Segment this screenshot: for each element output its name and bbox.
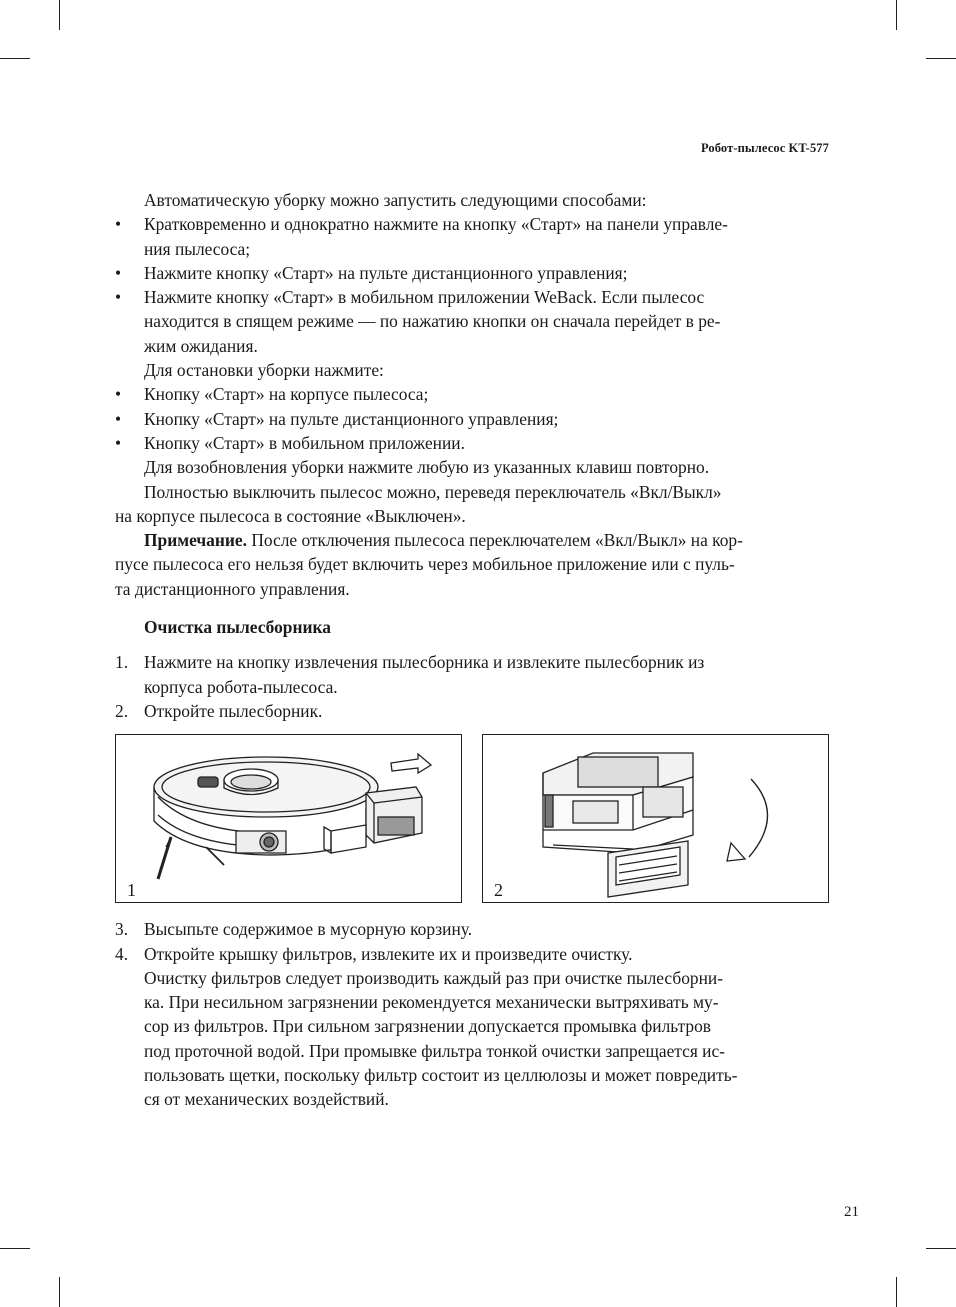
list-item-text: находится в спящем режиме — по нажатию кнопки он сначала перейдет в ре-	[144, 311, 721, 332]
crop-mark	[896, 1277, 897, 1307]
bullet-marker: •	[115, 432, 122, 453]
step-number: 3.	[115, 919, 129, 940]
crop-mark	[896, 0, 897, 30]
list-item	[115, 212, 829, 261]
bullet-marker: •	[115, 262, 122, 283]
numbered-item	[115, 650, 829, 699]
crop-mark	[926, 58, 956, 59]
numbered-item	[115, 699, 829, 723]
crop-mark	[59, 0, 60, 30]
list-item-text: Кнопку «Старт» на пульте дистанционного управления;	[144, 408, 559, 429]
filter-note	[115, 966, 829, 1112]
running-header: Робот-пылесос KT-577	[700, 141, 829, 155]
figure-open-dustbin	[482, 734, 829, 903]
filter-note-line: пользовать щетки, поскольку фильтр состоит из целлюлозы и может повредить-	[144, 1065, 738, 1086]
step-number: 2.	[115, 700, 129, 721]
note-text: После отключения пылесоса переключателем «Вкл/Выкл» на кор-	[246, 530, 743, 551]
filter-note-line: сор из фильтров. При сильном загрязнении допускается промывка фильтров	[144, 1016, 711, 1037]
step-number: 1.	[115, 652, 129, 673]
filter-note-line: под проточной водой. При промывке фильтра тонкой очистки запрещается ис-	[144, 1040, 725, 1061]
dustbin-illustration	[483, 735, 829, 903]
figure-remove-dustbin	[115, 734, 462, 903]
numbered-item	[115, 942, 829, 966]
bullet-marker: •	[115, 408, 122, 429]
filter-note-line: ка. При несильном загрязнении рекомендуется механически вытряхивать му-	[144, 992, 719, 1013]
poweroff-text: Полностью выключить пылесос можно, переведя переключатель «Вкл/Выкл»	[144, 481, 722, 502]
step-text: Высыпьте содержимое в мусорную корзину.	[144, 919, 473, 940]
filter-note-line: ся от механических воздействий.	[144, 1089, 389, 1110]
bullet-marker: •	[115, 384, 122, 405]
bullet-marker: •	[115, 287, 122, 308]
list-item-text: Кнопку «Старт» в мобильном приложении.	[144, 432, 465, 453]
crop-mark	[0, 58, 30, 59]
list-item-text: Нажмите кнопку «Старт» в мобильном приложении WeBack. Если пылесос	[144, 287, 705, 308]
note-text: пусе пылесоса его нельзя будет включить через мобильное приложение или с пуль-	[115, 554, 735, 575]
note-label: Примечание.	[144, 530, 247, 551]
list-item-text: Кратковременно и однократно нажмите на кнопку «Старт» на панели управле-	[144, 214, 728, 235]
list-item	[115, 285, 829, 358]
step-text: Откройте крышку фильтров, извлеките их и произведите очистку.	[144, 943, 633, 964]
start-intro: Автоматическую уборку можно запустить следующими способами:	[144, 190, 647, 210]
robot-vacuum-illustration	[116, 735, 462, 903]
step-number: 4.	[115, 943, 129, 964]
list-item	[115, 407, 829, 431]
list-item-text: жим ожидания.	[144, 335, 258, 356]
filter-note-line: Очистку фильтров следует производить каждый раз при очистке пылесборни-	[144, 967, 724, 988]
note-text: та дистанционного управления.	[115, 578, 350, 599]
page-number: 21	[844, 1204, 859, 1220]
list-item	[115, 261, 829, 285]
resume-text: Для возобновления уборки нажмите любую из указанных клавиш повторно.	[144, 457, 710, 478]
list-item-text: Нажмите кнопку «Старт» на пульте дистанционного управления;	[144, 262, 628, 283]
figure-label: 1	[127, 880, 136, 901]
bullet-marker: •	[115, 214, 122, 235]
list-item	[115, 382, 829, 406]
numbered-item	[115, 917, 829, 941]
step-text: Нажмите на кнопку извлечения пылесборника и извлеките пылесборник из	[144, 652, 705, 673]
note-paragraph	[115, 528, 829, 552]
stop-intro: Для остановки уборки нажмите:	[144, 360, 384, 381]
page-content	[115, 188, 829, 1112]
figure-row	[115, 734, 829, 903]
crop-mark	[59, 1277, 60, 1307]
list-item-text: Кнопку «Старт» на корпусе пылесоса;	[144, 384, 429, 405]
crop-mark	[926, 1248, 956, 1249]
list-item-text: ния пылесоса;	[144, 238, 251, 259]
crop-mark	[0, 1248, 30, 1249]
step-text: Откройте пылесборник.	[144, 700, 323, 721]
figure-label: 2	[494, 880, 503, 901]
section-heading: Очистка пылесборника	[144, 617, 331, 638]
poweroff-text: на корпусе пылесоса в состояние «Выключен».	[115, 505, 466, 526]
list-item	[115, 431, 829, 455]
step-text: корпуса робота-пылесоса.	[144, 676, 338, 697]
